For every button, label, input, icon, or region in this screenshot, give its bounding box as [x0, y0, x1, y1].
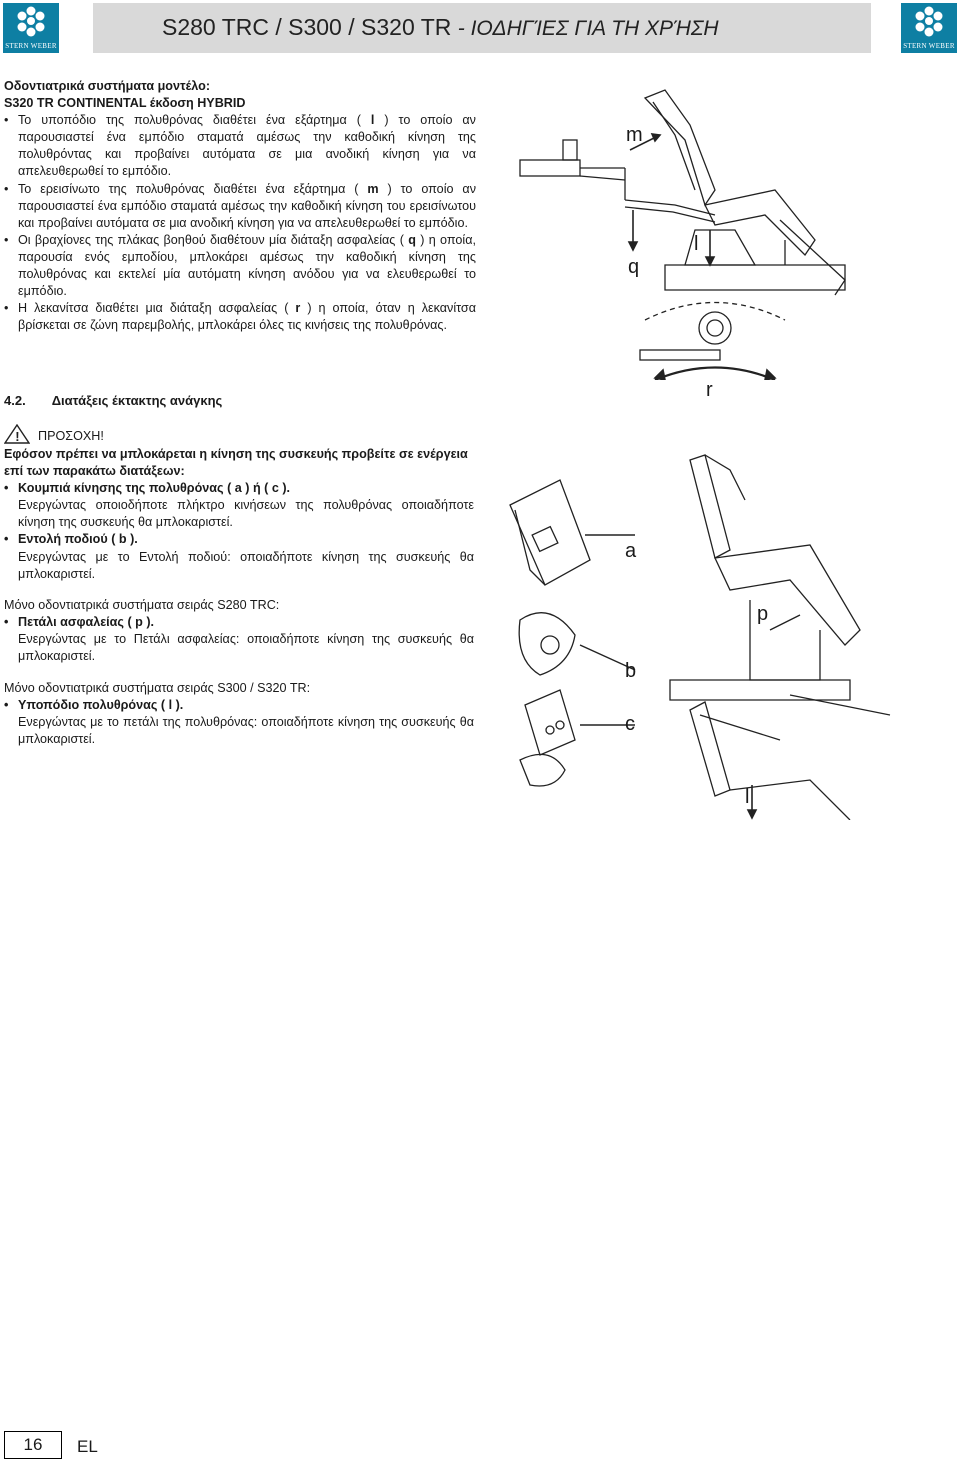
s280-block — [4, 597, 474, 665]
model-name: S320 TR CONTINENTAL έκδοση HYBRID — [4, 96, 246, 111]
warning-icon — [4, 424, 30, 444]
chair-safety-illustration — [515, 80, 875, 380]
label-a: a — [625, 540, 637, 562]
label-r: r — [706, 379, 713, 401]
label-l-bottom: l — [745, 786, 750, 808]
emergency-text-block — [4, 446, 474, 583]
bullet-l: • Το υποπόδιο της πολυθρόνας διαθέτει ένα εξάρτημα ( l ) το οποίο αν παρουσιαστεί ένα εμπόδιο σταματά αμέσως την καθοδική κίνηση της πολυθρόντας και προβαίνει αυτόματα σε μια ανοδική κίνηση για να απελευθερωθεί το εμπόδιο. — [4, 113, 476, 179]
label-b: b — [625, 660, 637, 682]
bullet-m: • Το ερεισίνωτο της πολυθρόνας διαθέτει ένα εξάρτημα ( m ) το οποίο αν παρουσιαστεί ένα εμπόδιο σταματά αμέσως την καθοδική κίνηση του ερεισίνωτου και προβαίνει αυτόματα σε μια ανοδική κίνηση για να απελευθερωθεί το εμπόδιο. — [4, 181, 476, 230]
logo-brand-text: STERN WEBER — [903, 42, 955, 50]
s280-item-title: • Πετάλι ασφαλείας ( p ). — [4, 615, 155, 630]
section-heading: 4.2. Διατάξεις έκτακτης ανάγκης — [4, 393, 223, 408]
label-p: p — [757, 603, 769, 625]
item-foot-control-text: Ενεργώντας με το Εντολή ποδιού: οποιαδήποτε κίνηση της συσκευής θα μπλοκαριστεί. — [18, 549, 474, 581]
page-title — [162, 14, 719, 41]
warning-label: ΠΡΟΣΟΧΗ! — [38, 429, 104, 443]
page-title-subtitle: - ΙΟΔΗΓΊΕΣ ΓΙΑ ΤΗ ΧΡΉΣΗ — [457, 17, 719, 40]
label-m: m — [626, 124, 643, 146]
label-q: q — [628, 256, 640, 278]
bullet-q: • Οι βραχίονες της πλάκας βοηθού διαθέτουν μία διάταξη ασφαλείας ( q ) η οποία, παρουσία ενός εμποδίου, μπλοκάρει αμέσως την καθοδική κίνηση της πολυθρόνας και εκτελεί μία αυτόματη κίνηση ανόδου για να ελευθερωθεί το εμπόδιο. — [4, 232, 476, 299]
flower-icon — [3, 3, 59, 43]
flower-icon — [901, 3, 957, 43]
item-foot-control-title: • Εντολή ποδιού ( b ). — [4, 532, 138, 547]
s300-item-title: • Υποπόδιο πολυθρόνας ( l ). — [4, 698, 184, 713]
s280-item-text: Ενεργώντας με το Πετάλι ασφαλείας: οποιαδήποτε κίνηση της συσκευής θα μπλοκαριστεί. — [18, 632, 474, 664]
bullet-r: • Η λεκανίτσα διαθέτει μια διάταξη ασφαλείας ( r ) η οποία, όταν η λεκανίτσα βρίσκεται σε ζώνη παρεμβολής, μπλοκάρει όλες τις κινήσεις της πολυθρόνας. — [4, 301, 476, 333]
language-code: EL — [77, 1437, 98, 1456]
emergency-devices-illustration — [490, 440, 910, 820]
label-c: c — [625, 713, 635, 735]
warning-intro: Εφόσον πρέπει να μπλοκάρεται η κίνηση της συσκευής προβείτε σε ενέργεια επί των παρακάτω διατάξεων: — [4, 447, 468, 479]
stern-weber-logo-left — [3, 3, 59, 53]
logo-brand-text: STERN WEBER — [5, 42, 57, 50]
label-l: l — [694, 233, 699, 255]
page-number: 16 — [4, 1431, 62, 1459]
model-heading: Οδοντιατρικά συστήματα μοντέλο: — [4, 79, 211, 93]
page-title-models: S280 TRC / S300 / S320 TR — [162, 14, 452, 40]
top-text-block — [4, 78, 476, 334]
item-chair-buttons-title: • Κουμπιά κίνησης της πολυθρόνας ( a ) ή ( c ). — [4, 481, 291, 496]
s300-heading: Μόνο οδοντιατρικά συστήματα σειράς S300 / S320 TR: — [4, 681, 311, 695]
svg-text:!: ! — [15, 429, 20, 444]
stern-weber-logo-right — [901, 3, 957, 53]
s300-block — [4, 680, 474, 748]
item-chair-buttons-text: Ενεργώντας οποιοδήποτε πλήκτρο κινήσεων της πολυθρόνας οποιαδήποτε κίνηση της συσκευής θα μπλοκαριστεί. — [18, 498, 474, 530]
s300-item-text: Ενεργώντας με το πετάλι της πολυθρόνας: οποιαδήποτε κίνηση της συσκευής θα μπλοκαριστεί. — [18, 715, 474, 747]
s280-heading: Μόνο οδοντιατρικά συστήματα σειράς S280 TRC: — [4, 598, 280, 612]
